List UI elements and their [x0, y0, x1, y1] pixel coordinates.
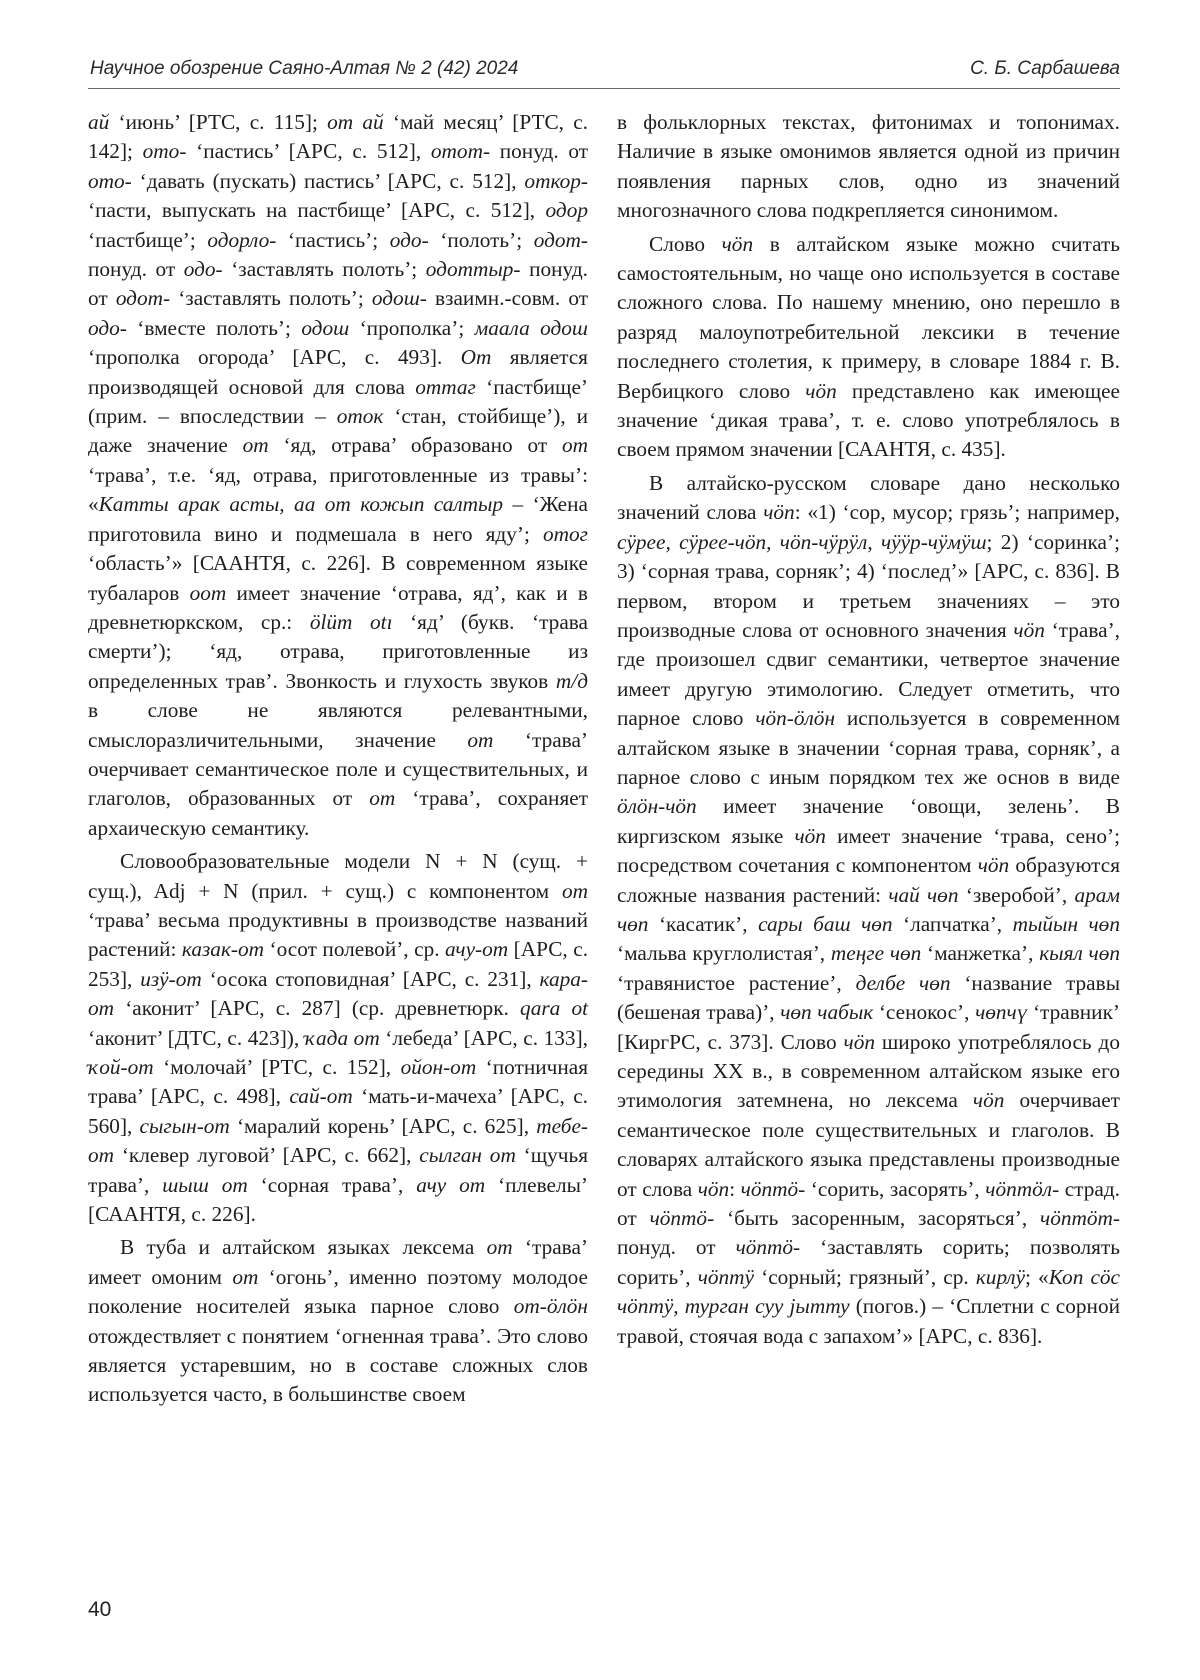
italic-term: одош — [301, 315, 350, 340]
journal-title: Научное обозрение Саяно-Алтая № 2 (42) 2024 — [90, 58, 519, 79]
italic-term: чөпчү — [975, 1000, 1028, 1025]
italic-term: одо- — [389, 227, 429, 252]
italic-term: делбе чөп — [855, 970, 951, 995]
italic-term: казак-от — [181, 937, 265, 962]
italic-term: т/д — [555, 668, 588, 693]
italic-term: ойон-от — [400, 1055, 477, 1079]
italic-term: откор- — [524, 168, 588, 193]
italic-term: отог — [543, 521, 588, 546]
page-number: 40 — [88, 1598, 112, 1621]
italic-term: чӧптӧт- — [1040, 1206, 1121, 1231]
italic-term: оттаг — [415, 374, 476, 399]
paragraph: В туба и алтайском языках лексема от ‘трава’ имеет омоним от ‘огонь’, именно поэтому молодое поколение носителей языка парное слово от-ӧлӧн отождествляет с понятием ‘огненная трава’. Это слово является устаревшим, но в составе сложных слов используется часто, в большинстве своем — [88, 1235, 589, 1407]
italic-term: ҡой-от — [88, 1055, 154, 1079]
italic-term: одот- — [115, 286, 171, 311]
paragraph: в фольклорных текстах, фитонимах и топонимах. Наличие в языке омонимов является одной из причин появления парных слов, одно из значений многозначного слова подкрепляется синонимом. — [617, 110, 1120, 223]
italic-term: Коп сӧс чӧптӱ, турган суу jытту — [617, 1264, 1121, 1319]
italic-term: ӧлӧн-чӧп — [617, 794, 697, 819]
italic-term: от — [242, 433, 269, 458]
italic-term: одот- — [533, 227, 589, 252]
italic-term: одорло- — [207, 227, 277, 252]
italic-term: от ай — [327, 110, 384, 134]
italic-term: чӧптӱ — [697, 1264, 754, 1289]
italic-term: чӧп-ӧлӧн — [755, 706, 836, 731]
italic-term: ачу-от — [445, 937, 509, 962]
italic-term: сай-от — [289, 1084, 353, 1109]
italic-term: от — [369, 786, 396, 811]
italic-term: оот — [189, 580, 227, 605]
italic-term: одо- — [88, 315, 127, 340]
italic-term: чӧп — [1013, 617, 1045, 642]
italic-term: чӧп — [763, 500, 795, 525]
italic-term: одоттыр- — [425, 257, 521, 282]
italic-term: отот- — [430, 139, 491, 164]
italic-term: одор — [545, 198, 588, 223]
italic-term: арам чөп — [617, 882, 1121, 936]
italic-term: чӧп — [972, 1088, 1005, 1113]
italic-term: ачу от — [416, 1172, 486, 1197]
italic-term: ҡада от — [304, 1025, 380, 1050]
paragraph: ай ‘июнь’ [РТС, с. 115]; от ай ‘май месяц’ [РТС, с. 142]; ото- ‘пастись’ [АРС, с. 512], отот- понуд. от ото- ‘давать (пускать) пастись’ [АРС, с. 512], откор- ‘пасти, выпускать на пастбище’ [АРС, с. 512], одор ‘пастбище’; одорло- ‘пастись’; одо- ‘полоть’; одот- понуд. от одо- ‘заставлять полоть’; одоттыр- понуд. от одот- ‘заставлять полоть’; одош- взаимн.-совм. от одо- ‘вместе полоть’; одош ‘прополка’; маала одош ‘прополка огорода’ [АРС, с. 493]. От является производящей основой для слова оттаг ‘пастбище’ (прим. – впоследствии – оток ‘стан, стойбище’), и даже значение от ‘яд, отрава’ образовано от от ‘трава’, т.е. ‘яд, отрава, приготовленные из травы’: «Катты арак асты, аа от кожып салтыр – ‘Жена приготовила вино и подмешала в него яду’; отог ‘область’» [СААНТЯ, с. 226]. В современном языке тубаларов оот имеет значение ‘отрава, яд’, как и в древнетюркском, ср.: ölüm otı ‘яд’ (букв. ‘трава смерти’); ‘яд, отрава, приготовленные из определенных трав’. Звонкость и глухость звуков т/д в слове не являются релевантными, смыслоразличительными, значение от ‘трава’ очерчивает семантическое поле и существительных, и глаголов, образованных от от ‘трава’, сохраняет архаическую семантику. — [88, 110, 589, 840]
italic-term: оток — [336, 404, 384, 429]
italic-term: одош- — [371, 286, 427, 311]
italic-term: От — [460, 345, 492, 370]
paragraph: Словообразовательные модели N + N (сущ. + сущ.), Adj + N (прил. + сущ.) с компонентом от ‘трава’ весьма продуктивны в производстве названий растений: казак-от ‘осот полевой’, ср. ачу-от [АРС, с. 253], изӱ-от ‘осока стоповидная’ [АРС, с. 231], кара-от ‘аконит’ [АРС, с. 287] (ср. древнетюрк. qara ot ‘аконит’ [ДТС, с. 423]), ҡада от ‘лебеда’ [АРС, с. 133], ҡой-от ‘молочай’ [РТС, с. 152], ойон-от ‘потничная трава’ [АРС, с. 498], сай-от ‘мать-и-мачеха’ [АРС, с. 560], сыгын-от ‘маралий корень’ [АРС, с. 625], тебе-от ‘клевер луговой’ [АРС, с. 662], сылган от ‘щучья трава’, шыш от ‘сорная трава’, ачу от ‘плевелы’ [СААНТЯ, с. 226]. — [88, 849, 589, 1227]
italic-term: от — [232, 1264, 259, 1289]
italic-term: сылган от — [419, 1143, 516, 1168]
italic-term: кара-от — [88, 966, 589, 1021]
italic-term: чӧп — [697, 1176, 730, 1201]
italic-term: чӧп — [721, 231, 754, 256]
italic-term: одо- — [183, 257, 223, 282]
italic-term: чӧп — [843, 1029, 875, 1054]
italic-term: ото- — [88, 168, 132, 193]
italic-term: тебе-от — [88, 1113, 588, 1168]
italic-term: сыгын-от — [139, 1113, 230, 1138]
header-rule — [88, 88, 1120, 89]
italic-term: тыйын чөп — [1012, 911, 1120, 936]
author-name: С. Б. Сарбашева — [970, 58, 1120, 79]
italic-term: сӱрее, сӱрее-чӧп, чӧп-чӱрӱл, чӱӱр-чӱмӱш — [617, 529, 987, 554]
italic-term: чӧптӧ- — [735, 1235, 801, 1260]
italic-term: кирлӱ — [975, 1264, 1026, 1289]
italic-term: маала одош — [474, 315, 588, 340]
italic-term: чӧп — [977, 853, 1010, 878]
italic-term: чӧп — [805, 378, 837, 403]
italic-term: Катты арак асты, аа от кожып салтыр — [98, 492, 504, 517]
italic-term: чӧптӧл- — [985, 1176, 1060, 1201]
italic-term: чай чөп — [888, 882, 959, 907]
italic-term: изӱ-от — [140, 966, 202, 991]
italic-term: чӧптӧ- — [649, 1206, 715, 1231]
italic-term: ай — [88, 110, 110, 134]
italic-term: от — [467, 727, 494, 752]
italic-term: qara ot — [520, 996, 589, 1021]
italic-term: от — [486, 1235, 513, 1260]
paragraph: Слово чӧп в алтайском языке можно считать самостоятельным, но чаще оно используется в составе сложного слова. По нашему мнению, оно перешло в разряд малоупотребительной лексики в течение последнего столетия, к примеру, в словаре 1884 г. В. Вербицкого слово чӧп представлено как имеющее значение ‘дикая трава’, т. е. слово употреблялось в своем прямом значении [СААНТЯ, с. 435]. — [617, 231, 1121, 462]
italic-term: сары баш чөп — [758, 911, 893, 936]
italic-term: чөп чабык — [780, 1000, 874, 1025]
italic-term: от-ӧлӧн — [513, 1294, 588, 1319]
italic-term: ото- — [142, 139, 187, 164]
italic-term: ölüm otı — [309, 609, 393, 634]
italic-term: от — [561, 433, 588, 458]
italic-term: чӧптӧ- — [740, 1176, 806, 1201]
right-column — [617, 108, 1120, 1351]
left-column — [88, 108, 588, 1410]
italic-term: от — [561, 878, 588, 903]
italic-term: шыш от — [162, 1172, 248, 1197]
italic-term: кыял чөп — [1039, 941, 1120, 966]
italic-term: чӧп — [794, 823, 826, 848]
italic-term: теңге чөп — [830, 941, 922, 966]
paragraph: В алтайско-русском словаре дано несколько значений слова чӧп: «1) ‘сор, мусор; грязь’; например, сӱрее, сӱрее-чӧп, чӧп-чӱрӱл, чӱӱр-чӱмӱш; 2) ‘соринка’; 3) ‘сорная трава, сорняк’; 4) ‘послед’» [АРС, с. 836]. В первом, втором и третьем значениях – это производные слова от основного значения чӧп ‘трава’, где произошел сдвиг семантики, четвертое значение имеет другую этимологию. Следует отметить, что парное слово чӧп-ӧлӧн используется в современном алтайском языке в значении ‘сорная трава, сорняк’, а парное слово с иным порядком тех же основ в виде ӧлӧн-чӧп имеет значение ‘овощи, зелень’. В киргизском языке чӧп имеет значение ‘трава, сено’; посредством сочетания с компонентом чӧп образуются сложные названия растений: чай чөп ‘зверобой’, арам чөп ‘касатик’, сары баш чөп ‘лапчатка’, тыйын чөп ‘мальва круглолистая’, теңге чөп ‘манжетка’, кыял чөп ‘травянистое растение’, делбе чөп ‘название травы (бешеная трава)’, чөп чабык ‘сенокос’, чөпчү ‘травник’ [КиргРС, с. 373]. Слово чӧп широко употреблялось до середины XX в., в современном алтайском языке его этимология затемнена, но лексема чӧп очерчивает семантическое поле существительных и глаголов. В словарях алтайского языка представлены производные от слова чӧп: чӧптӧ- ‘сорить, засорять’, чӧптӧл- страд. от чӧптӧ- ‘быть засоренным, засоряться’, чӧптӧт- понуд. от чӧптӧ- ‘заставлять сорить; позволять сорить’, чӧптӱ ‘сорный; грязный’, ср. кирлӱ; «Коп сӧс чӧптӱ, турган суу jытту (погов.) – ‘Сплетни с сорной травой, стоячая вода с запахом’» [АРС, с. 836]. — [617, 470, 1121, 1348]
